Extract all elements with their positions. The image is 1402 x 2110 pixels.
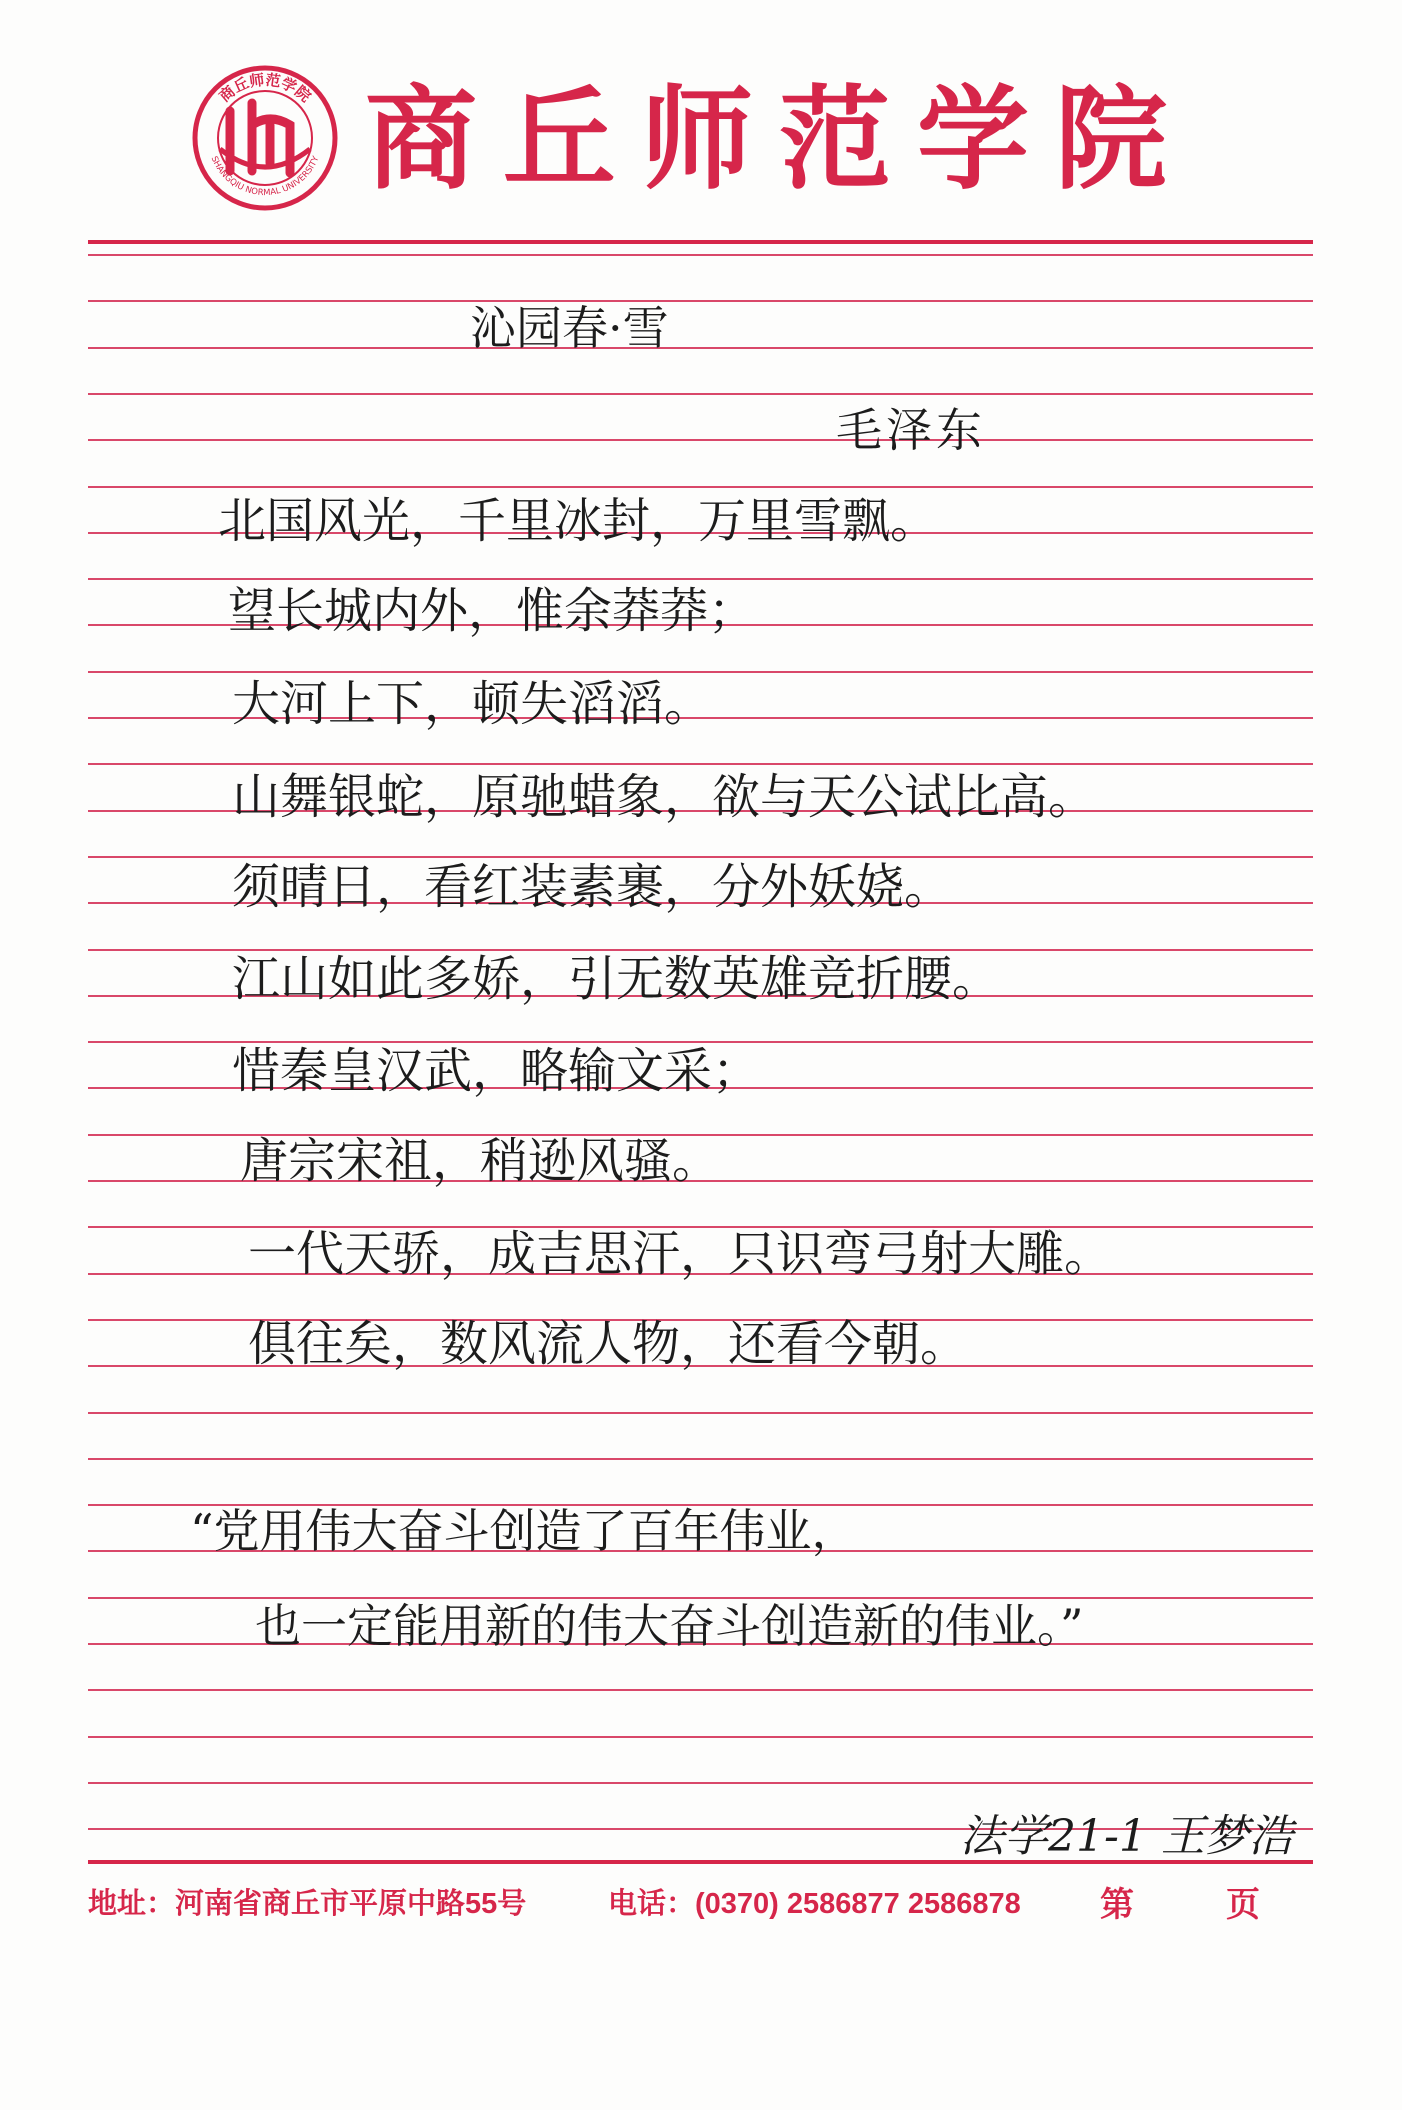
- seal-top-text: 商丘师范学院: [215, 70, 315, 106]
- university-seal-logo: [190, 63, 340, 213]
- ruled-line: [88, 1412, 1313, 1414]
- ruled-line: [88, 347, 1313, 349]
- ruled-line: [88, 1736, 1313, 1738]
- ruled-line: [88, 1689, 1313, 1691]
- poem-line: 俱往矣，数风流人物，还看今朝。: [248, 1316, 969, 1372]
- poem-line: 北国风光，千里冰封，万里雪飘。: [218, 493, 939, 549]
- footer-page-prefix: 第: [1100, 1886, 1134, 1924]
- ruled-line: [88, 300, 1313, 302]
- poem-line: 唐宗宋祖，稍逊风骚。: [240, 1133, 721, 1189]
- ruled-line: [88, 439, 1313, 441]
- footer-page-suffix: 页: [1226, 1886, 1260, 1924]
- ruled-line: [88, 393, 1313, 395]
- ruled-line: [88, 1458, 1313, 1460]
- ruled-line: [88, 1782, 1313, 1784]
- poem-line: 山舞银蛇，原驰蜡象，欲与天公试比高。: [232, 769, 1097, 825]
- poem-line: 望长城内外，惟余莽莽；: [228, 583, 757, 639]
- poem-line: 江山如此多娇，引无数英雄竞折腰。: [232, 951, 1001, 1007]
- header-rule: [88, 254, 1313, 256]
- poem-title: 沁园春·雪: [470, 301, 669, 355]
- school-name: 商丘师范学院: [365, 74, 1193, 205]
- poem-line: 惜秦皇汉武，略输文采；: [232, 1043, 761, 1099]
- quote-line-2: 也一定能用新的伟大奋斗创造新的伟业。”: [255, 1599, 1084, 1653]
- seal-bottom-text: SHANGQIU NORMAL UNIVERSITY: [208, 154, 322, 199]
- footer-phone: 电话：(0370) 2586877 2586878: [608, 1888, 1021, 1920]
- poem-line: 一代天骄，成吉思汗，只识弯弓射大雕。: [248, 1226, 1113, 1282]
- letterhead: [190, 55, 1240, 225]
- header-rule: [88, 240, 1313, 244]
- poem-line: 大河上下，顿失滔滔。: [232, 676, 713, 732]
- signature: 法学21-1 王梦浩: [960, 1811, 1293, 1862]
- poem-line: 须晴日，看红装素裹，分外妖娆。: [232, 859, 953, 915]
- letterhead-footer: [88, 1873, 1313, 1933]
- quote-line-1: “党用伟大奋斗创造了百年伟业，: [190, 1504, 858, 1558]
- poem-author: 毛泽东: [836, 403, 986, 457]
- footer-address: 地址：河南省商丘市平原中路55号: [88, 1888, 527, 1920]
